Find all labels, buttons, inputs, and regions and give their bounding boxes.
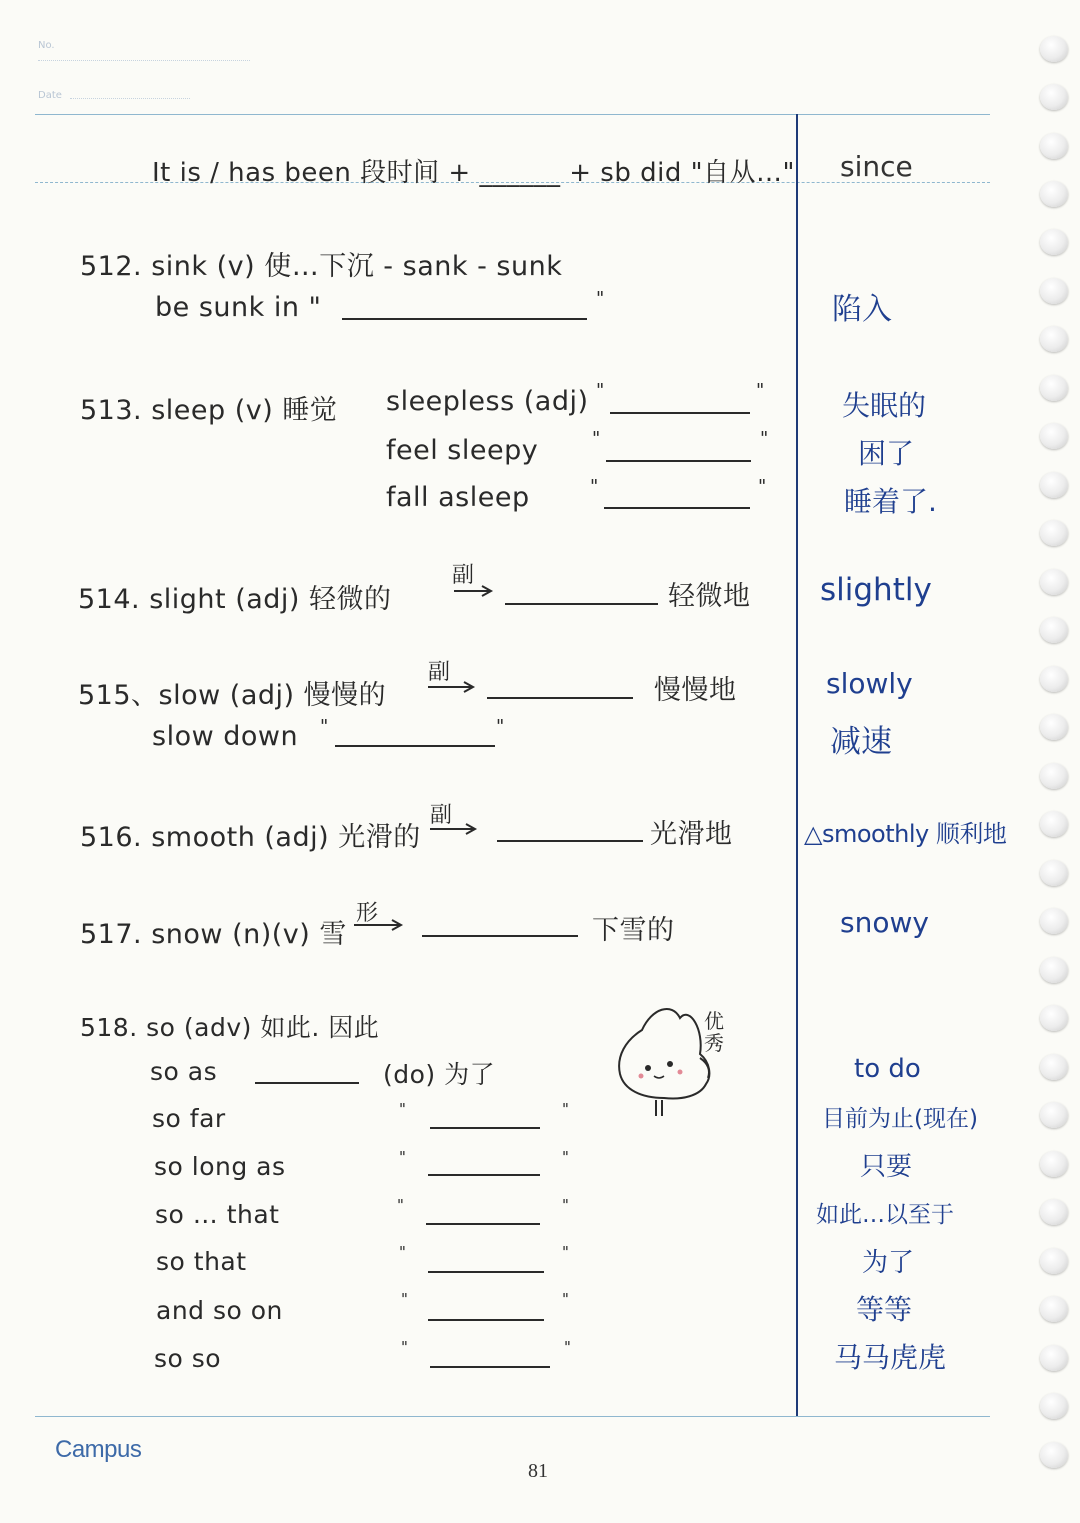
row-518-quote-6: " (401, 1290, 409, 1308)
bottom-rule (35, 1416, 990, 1417)
binding-ring-icon (1040, 520, 1068, 546)
binding-ring-icon (1040, 1345, 1068, 1371)
row-513-answer-b: 困了 (858, 437, 915, 470)
binding-ring-icon (1040, 1296, 1068, 1322)
row-513-sleepless: sleepless (adj) (386, 386, 589, 417)
row-515-tail: 慢慢地 (654, 675, 737, 706)
binding-ring-icon (1040, 666, 1068, 692)
row-518-quote-7-close: " (564, 1338, 572, 1356)
binding-ring-icon (1040, 1102, 1068, 1128)
row-518-quote-4: " (397, 1196, 405, 1214)
row-515-arrow-label: 副 (428, 660, 451, 685)
row-515-head: 515、slow (adj) 慢慢的 (78, 680, 387, 711)
binding-ring-icon (1040, 133, 1068, 159)
row-513-blank-a (610, 412, 750, 414)
binding-ring-icon (1040, 957, 1068, 983)
row-515-arrow-icon (426, 680, 476, 694)
row-513-answer-a: 失眠的 (842, 389, 927, 422)
binding-ring-icon (1040, 84, 1068, 110)
row-518-item-2: so far (152, 1104, 226, 1133)
row-512-line2: be sunk in " (155, 292, 322, 323)
row-513-blank-b (606, 460, 751, 462)
row-518-answer-4: 如此…以至于 (816, 1202, 954, 1228)
row-515-line2: slow down (152, 721, 299, 752)
binding-ring-icon (1040, 908, 1068, 934)
row-518-answer-1: to do (854, 1054, 921, 1084)
binding-ring-icon (1040, 1054, 1068, 1080)
row-514-blank (505, 603, 658, 605)
row-515-answer2: 减速 (830, 724, 892, 760)
row-518-do: (do) 为了 (383, 1060, 496, 1089)
row-513-quote-b-close: " (760, 428, 769, 449)
binding-ring-icon (1040, 617, 1068, 643)
row-518-quote-3-close: " (562, 1148, 570, 1166)
answer-column-divider (796, 114, 798, 1416)
row-516-answer: △smoothly 顺利地 (804, 820, 1007, 848)
row-518-answer-5: 为了 (862, 1248, 915, 1278)
row-516-head: 516. smooth (adj) 光滑的 (80, 822, 421, 853)
row-515-blank (487, 697, 633, 699)
row-518-quote-3: " (399, 1148, 407, 1166)
row-518-item-3: so long as (154, 1152, 286, 1181)
row-518-blank-6 (428, 1319, 544, 1321)
no-label: No. (38, 40, 55, 51)
row-518-quote-4-close: " (562, 1196, 570, 1214)
row-512-head: 512. sink (v) 使…下沉 - sank - sunk (80, 251, 563, 282)
row-518-quote-5: " (399, 1243, 407, 1261)
row-513-quote-c: " (590, 476, 599, 497)
row-518-answer-3: 只要 (860, 1152, 913, 1182)
row-515-quote: " (320, 716, 329, 737)
row-518-answer-2: 目前为止(现在) (822, 1106, 978, 1132)
row-513-asleep: fall asleep (386, 482, 530, 513)
row-517-head: 517. snow (n)(v) 雪 (80, 919, 347, 950)
row-518-blank-7 (430, 1366, 550, 1368)
row-516-blank (497, 840, 643, 842)
row-517-arrow-label: 形 (356, 901, 379, 926)
row-518-blank-1 (255, 1082, 359, 1084)
binding-ring-icon (1040, 714, 1068, 740)
row-518-quote-7: " (401, 1338, 409, 1356)
row-513-blank-c (604, 507, 750, 509)
date-dotted-line (70, 98, 190, 99)
row-518-item-6: and so on (156, 1296, 283, 1325)
row-514-arrow-label: 副 (452, 563, 475, 588)
row-515-blank2 (335, 745, 495, 747)
row-518-item-5: so that (156, 1247, 247, 1276)
binding-ring-icon (1040, 1151, 1068, 1177)
row-517-blank (422, 935, 578, 937)
row-513-answer-c: 睡着了. (844, 485, 937, 518)
row-512-answer: 陷入 (832, 292, 892, 327)
row-513-quote-a-close: " (756, 380, 765, 401)
binding-ring-icon (1040, 1199, 1068, 1225)
row-518-answer-6: 等等 (856, 1293, 913, 1326)
row-511-prompt: It is / has been 段时间 + ______ + sb did "自从…" (152, 158, 796, 188)
row-516-arrow-icon (428, 822, 478, 836)
row-518-answer-7: 马马虎虎 (834, 1341, 947, 1374)
row-514-arrow-icon (452, 584, 494, 598)
row-511-answer: since (840, 150, 913, 183)
binding-ring-icon (1040, 423, 1068, 449)
row-518-quote-6-close: " (562, 1290, 570, 1308)
row-517-tail: 下雪的 (592, 915, 675, 946)
row-518-head: 518. so (adv) 如此. 因此 (80, 1013, 380, 1042)
row-518-blank-4 (426, 1223, 540, 1225)
row-518-blank-2 (430, 1127, 540, 1129)
binding-ring-icon (1040, 1248, 1068, 1274)
no-dotted-line (38, 60, 250, 61)
row-518-quote-5-close: " (562, 1243, 570, 1261)
binding-ring-icon (1040, 229, 1068, 255)
row-513-quote-a: " (596, 380, 605, 401)
row-518-blank-3 (428, 1174, 540, 1176)
brand-logo: Campus (55, 1436, 142, 1463)
row-515-answer: slowly (826, 667, 913, 700)
binding-ring-icon (1040, 375, 1068, 401)
binding-ring-icon (1040, 1393, 1068, 1419)
top-rule (35, 114, 990, 115)
row-518-item-4: so … that (155, 1200, 280, 1229)
row-518-quote-2-close: " (562, 1100, 570, 1118)
row-517-arrow-icon (352, 918, 404, 932)
binding-ring-icon (1040, 763, 1068, 789)
row-514-tail: 轻微地 (668, 581, 751, 612)
binding-ring-icon (1040, 278, 1068, 304)
date-label: Date (38, 90, 62, 101)
row-515-quote-close: " (496, 716, 505, 737)
row-516-arrow-label: 副 (430, 803, 453, 828)
row-518-blank-5 (428, 1271, 544, 1273)
row-512-blank (342, 318, 587, 320)
row-513-sleepy: feel sleepy (386, 435, 539, 466)
row-518-quote-2: " (399, 1100, 407, 1118)
binding-ring-icon (1040, 472, 1068, 498)
binding-ring-icon (1040, 181, 1068, 207)
binding-ring-icon (1040, 811, 1068, 837)
binding-ring-icon (1040, 1442, 1068, 1468)
row-513-quote-c-close: " (758, 476, 767, 497)
row-518-item-1: so as (150, 1057, 218, 1086)
page-number: 81 (528, 1460, 548, 1482)
binding-ring-icon (1040, 569, 1068, 595)
binding-ring-icon (1040, 860, 1068, 886)
row-517-answer: snowy (840, 906, 929, 939)
row-516-tail: 光滑地 (650, 819, 733, 850)
row-514-answer: slightly (820, 572, 932, 608)
row-518-item-7: so so (154, 1344, 222, 1373)
doodle-caption: 优秀 (704, 1009, 725, 1055)
binding-ring-icon (1040, 36, 1068, 62)
row-513-quote-b: " (592, 428, 601, 449)
row-512-close-quote: " (596, 288, 605, 309)
binding-ring-icon (1040, 326, 1068, 352)
row-513-head: 513. sleep (v) 睡觉 (80, 395, 338, 426)
row-514-head: 514. slight (adj) 轻微的 (78, 584, 392, 615)
binding-ring-icon (1040, 1005, 1068, 1031)
